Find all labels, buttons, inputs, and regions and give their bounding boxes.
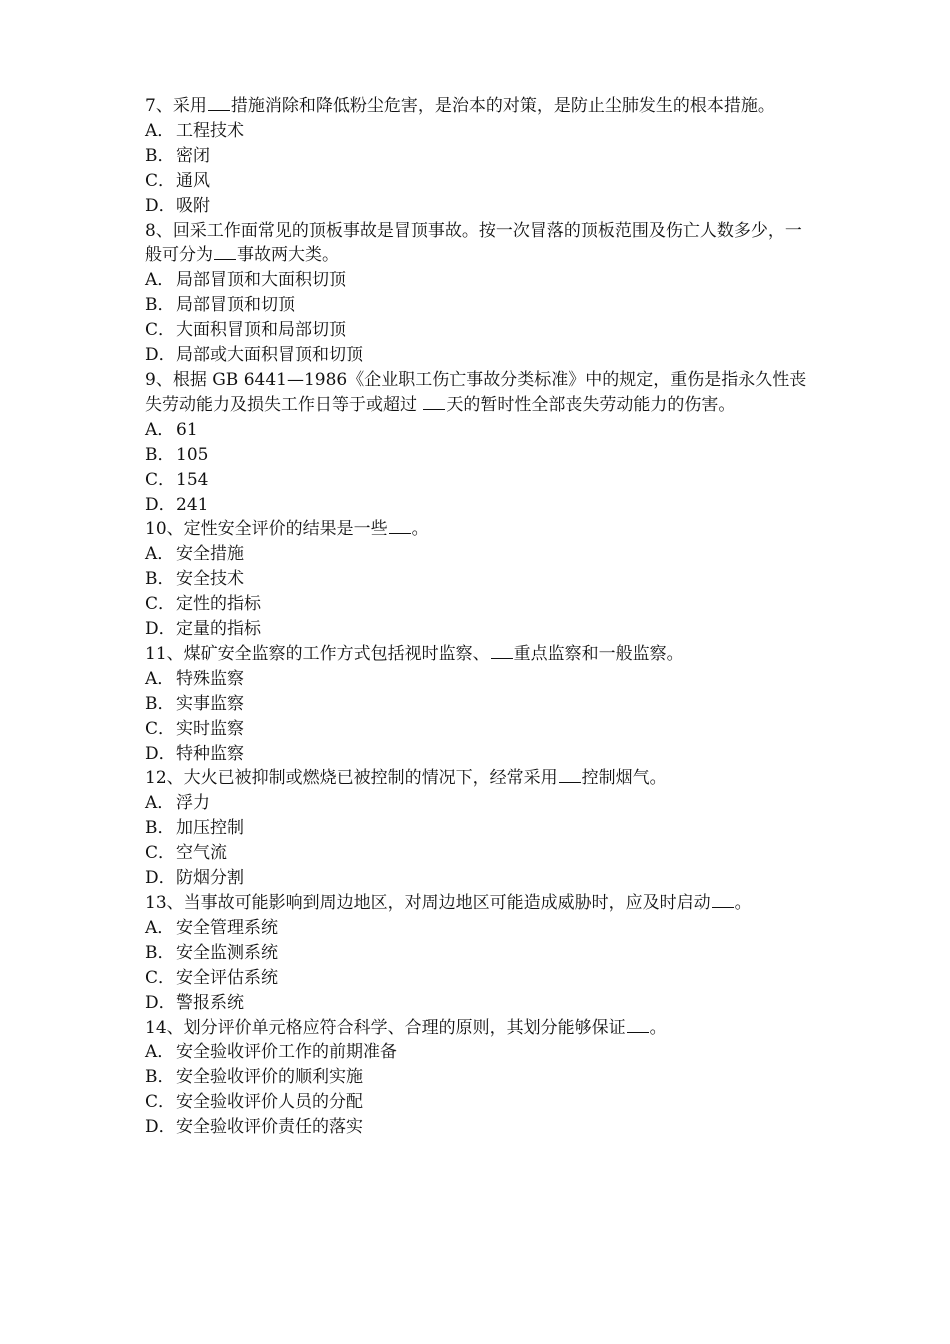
answer-blank	[208, 109, 230, 111]
option-c: C．空气流	[145, 843, 227, 864]
answer-blank	[559, 781, 581, 783]
question-13	[145, 891, 815, 1016]
option-c: C．安全验收评价人员的分配	[145, 1092, 363, 1113]
option-a: A． 安全验收评价工作的前期准备	[145, 1042, 397, 1063]
option-d: D．定量的指标	[145, 619, 261, 640]
option-b: B．安全验收评价的顺利实施	[145, 1067, 363, 1088]
question-11	[145, 642, 815, 767]
question-stem: 7、采用 措施消除和降低粉尘危害，是治本的对策，是防止尘肺发生的根本措施。	[145, 96, 775, 116]
question-stem: 9、根据 GB 6441—1986《企业职工伤亡事故分类标准》中的规定，重伤是指永久性丧失劳动能力及损失工作日等于或超过 天的暂时性全部丧失劳动能力的伤害。	[145, 369, 807, 415]
option-b: B．加压控制	[145, 818, 244, 839]
option-c: C．通风	[145, 170, 210, 191]
answer-blank	[423, 408, 445, 410]
option-d: D．241	[145, 494, 209, 515]
option-d: D．特种监察	[145, 743, 244, 764]
question-12	[145, 766, 815, 891]
option-b: B．局部冒顶和切顶	[145, 295, 295, 316]
question-14	[145, 1016, 815, 1141]
option-d: D．防烟分割	[145, 868, 244, 889]
option-c: C．大面积冒顶和局部切顶	[145, 320, 346, 341]
option-c: C．实时监察	[145, 718, 244, 739]
option-b: B．安全技术	[145, 569, 244, 590]
question-stem: 12、大火已被抑制或燃烧已被控制的情况下，经常采用 控制烟气。	[145, 768, 667, 789]
answer-blank	[712, 906, 734, 908]
question-10	[145, 517, 815, 642]
option-d: D．吸附	[145, 195, 210, 216]
question-stem: 13、当事故可能影响到周边地区，对周边地区可能造成威胁时，应及时启动 。	[145, 893, 752, 913]
answer-blank	[214, 258, 236, 260]
document-page	[145, 94, 815, 1140]
option-b: B．105	[145, 444, 209, 465]
option-d: D．警报系统	[145, 992, 244, 1013]
option-a: A． 61	[145, 419, 198, 440]
option-c: C．安全评估系统	[145, 967, 278, 988]
option-a: A． 局部冒顶和大面积切顶	[145, 270, 346, 291]
question-8	[145, 219, 815, 368]
answer-blank	[627, 1031, 649, 1033]
option-a: A． 特殊监察	[145, 668, 244, 689]
option-a: A． 浮力	[145, 793, 210, 814]
question-stem: 14、划分评价单元格应符合科学、合理的原则，其划分能够保证 。	[145, 1017, 667, 1038]
question-stem: 10、定性安全评价的结果是一些 。	[145, 519, 429, 540]
question-9	[145, 368, 815, 517]
option-b: B．密闭	[145, 145, 210, 166]
question-stem: 8、回采工作面常见的顶板事故是冒顶事故。按一次冒落的顶板范围及伤亡人数多少，一般可分为 事故两大类。	[145, 220, 802, 266]
option-a: A． 安全措施	[145, 544, 244, 565]
question-7	[145, 94, 815, 219]
option-b: B．安全监测系统	[145, 942, 278, 963]
option-c: C．154	[145, 469, 209, 490]
option-d: D．局部或大面积冒顶和切顶	[145, 345, 363, 366]
option-a: A． 安全管理系统	[145, 917, 278, 938]
option-a: A． 工程技术	[145, 120, 244, 141]
option-b: B．实事监察	[145, 693, 244, 714]
option-c: C．定性的指标	[145, 594, 261, 615]
question-stem: 11、煤矿安全监察的工作方式包括视时监察、 重点监察和一般监察。	[145, 643, 684, 664]
answer-blank	[491, 657, 513, 659]
answer-blank	[389, 532, 411, 534]
option-d: D．安全验收评价责任的落实	[145, 1117, 363, 1138]
